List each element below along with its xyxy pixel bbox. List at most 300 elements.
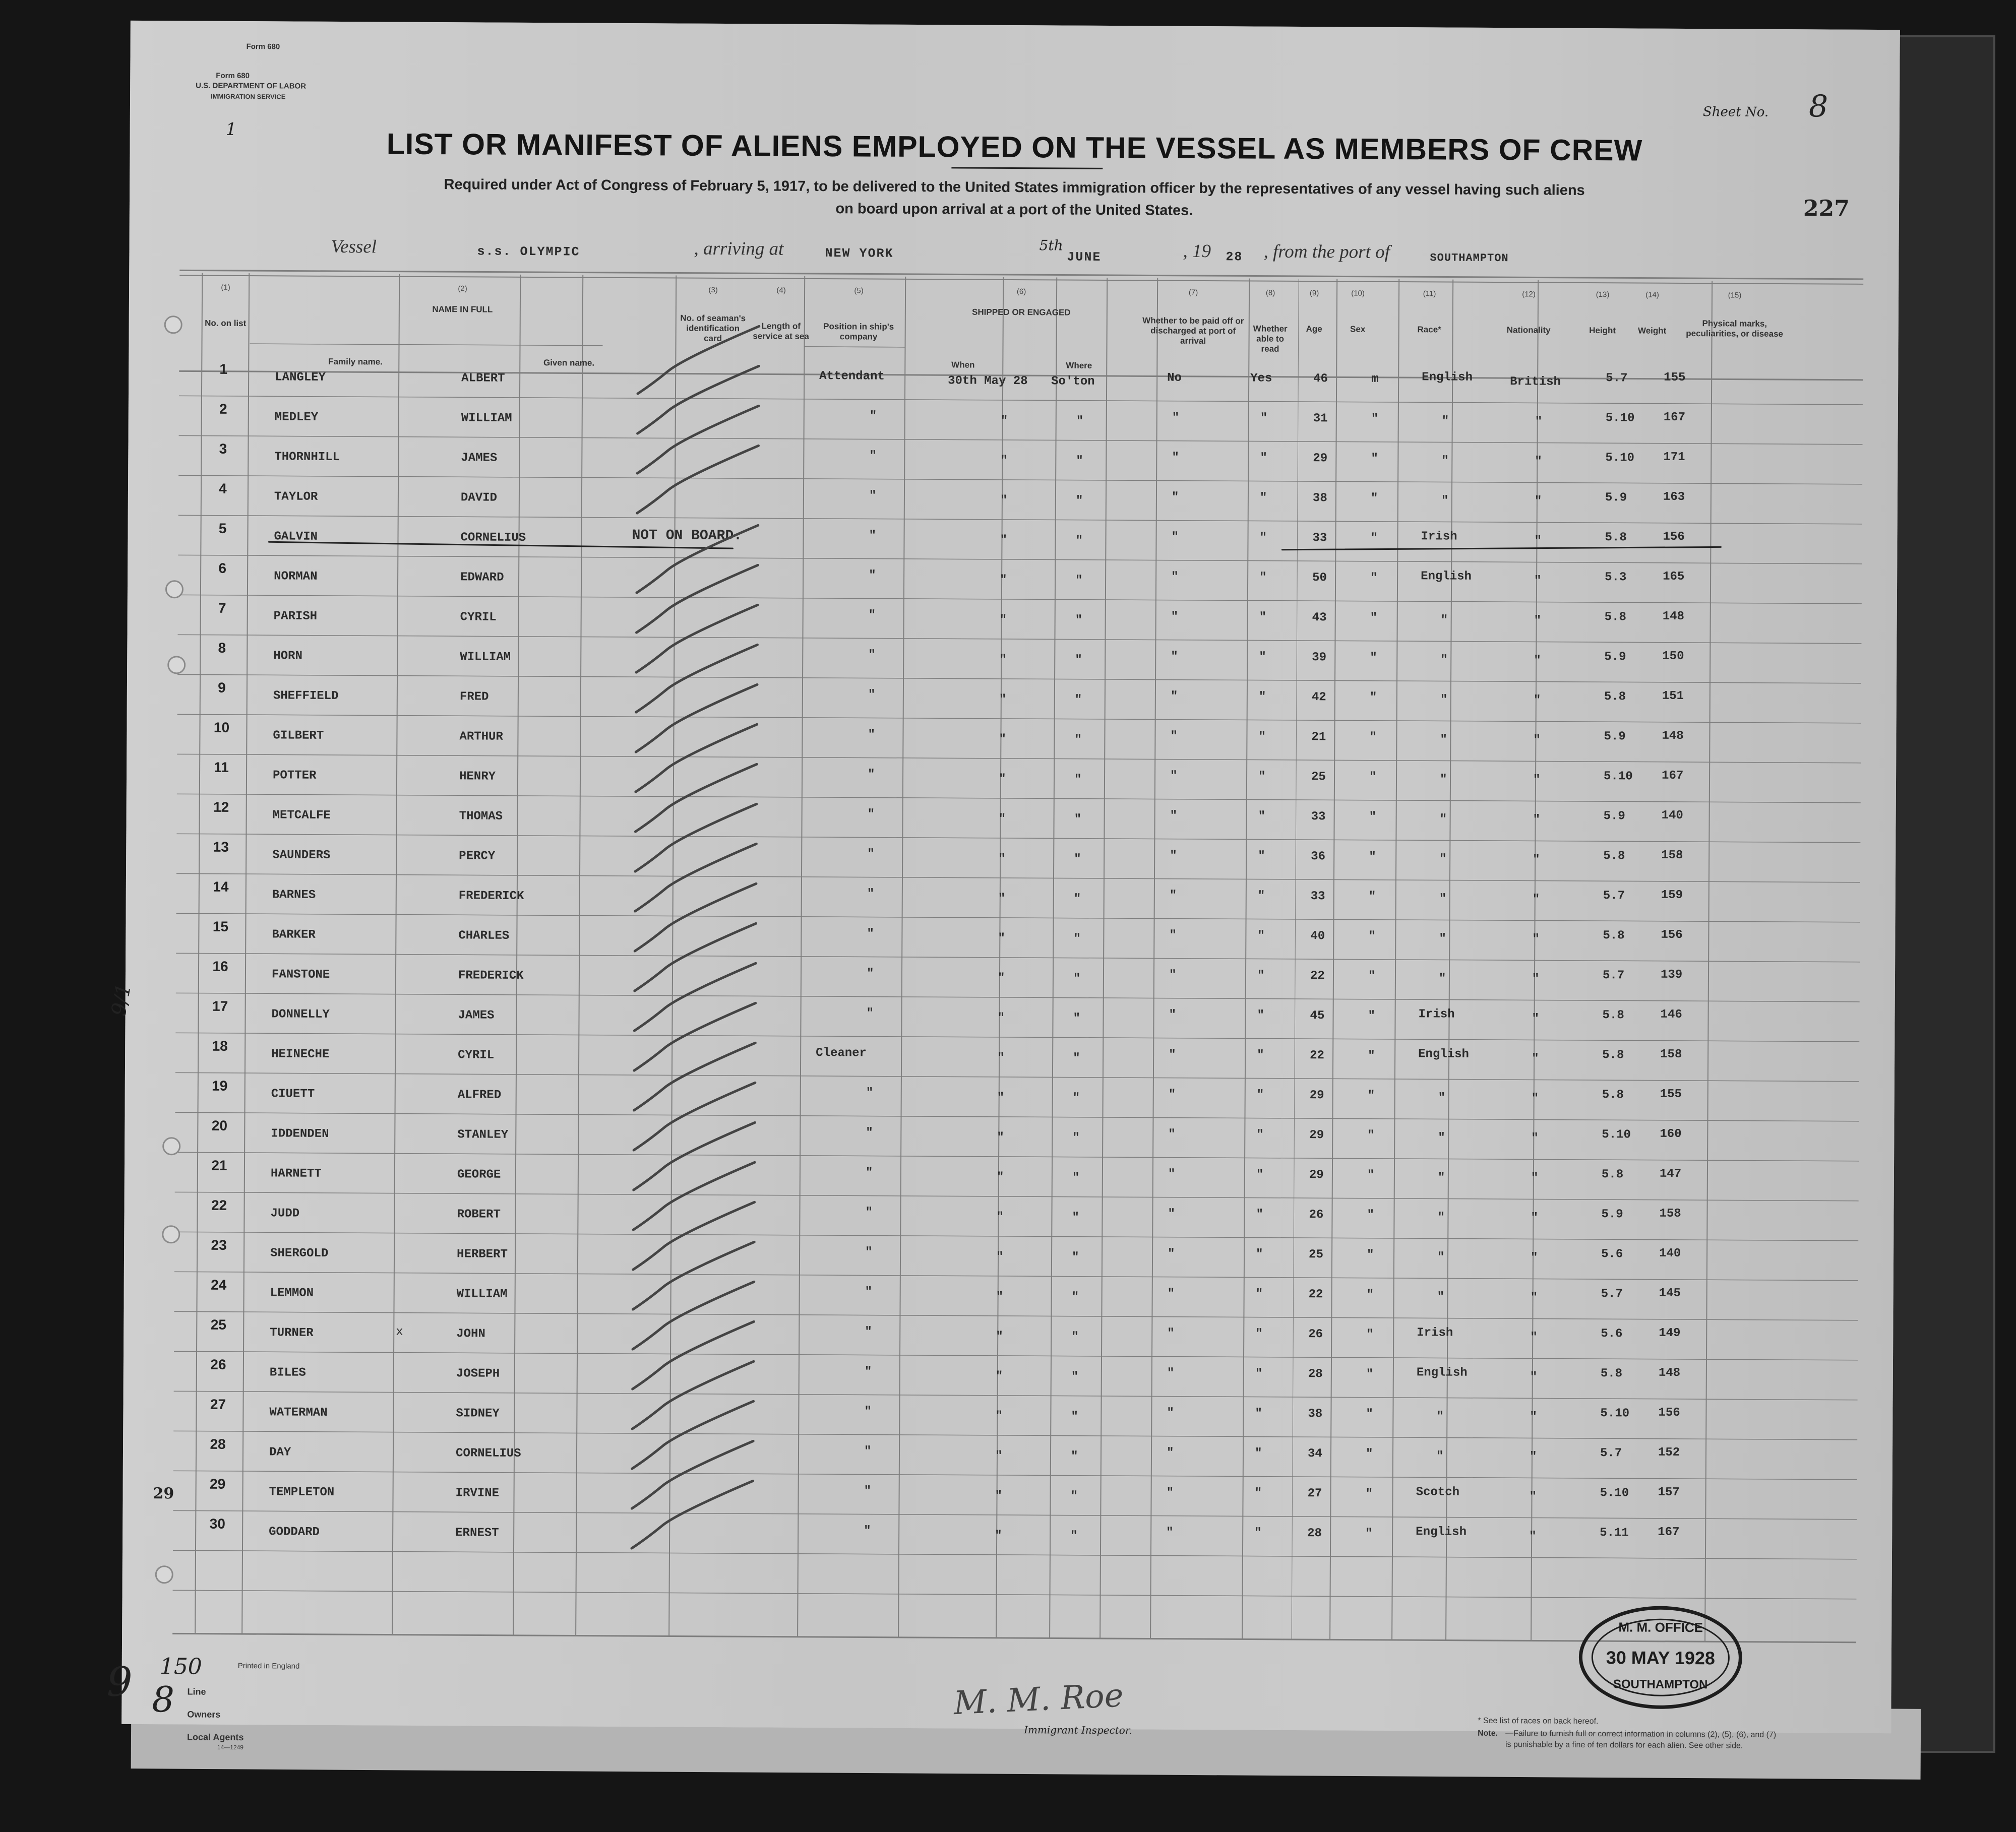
- height: 5.8: [1604, 610, 1627, 624]
- pencil-stroke: [632, 1440, 753, 1509]
- age: 22: [1308, 1288, 1323, 1302]
- height: 5.9: [1604, 730, 1626, 744]
- paid-off: ": [1171, 570, 1179, 584]
- weight: 167: [1658, 1525, 1680, 1539]
- weight: 140: [1659, 1246, 1681, 1260]
- paid-off: ": [1169, 968, 1177, 982]
- position: ": [867, 847, 875, 861]
- shipped-when: ": [997, 1011, 1005, 1025]
- pencil-stroke: [633, 1281, 754, 1350]
- pencil-stroke: [269, 542, 732, 548]
- height: 5.10: [1600, 1486, 1629, 1500]
- weight: 147: [1659, 1167, 1682, 1181]
- age: 26: [1309, 1208, 1324, 1222]
- shipped-when: ": [999, 613, 1007, 627]
- race: ": [1437, 1211, 1445, 1225]
- paid-off: ": [1171, 490, 1179, 504]
- family-name: DAY: [269, 1445, 291, 1460]
- pencil-stroke: [633, 1162, 755, 1230]
- column-number: (13): [1596, 290, 1610, 299]
- height: 5.11: [1600, 1526, 1629, 1540]
- shipped-when: ": [997, 1051, 1005, 1065]
- row-number: 6: [218, 560, 227, 576]
- nationality: ": [1534, 614, 1542, 628]
- family-name: SHERGOLD: [270, 1246, 329, 1260]
- nationality: ": [1531, 1131, 1539, 1146]
- sex: ": [1371, 452, 1378, 466]
- able-to-read: ": [1258, 730, 1266, 744]
- position: ": [867, 807, 875, 822]
- family-name: HORN: [273, 649, 302, 663]
- column-number: (1): [221, 283, 230, 292]
- age: 25: [1311, 770, 1326, 784]
- race: ": [1439, 932, 1446, 946]
- age: 29: [1309, 1168, 1324, 1182]
- arriving-label: , arriving at: [694, 238, 784, 260]
- shipped-when: ": [998, 931, 1005, 945]
- age: 38: [1312, 491, 1327, 506]
- given-name: CYRIL: [460, 610, 497, 624]
- height: 5.8: [1603, 849, 1625, 863]
- able-to-read: ": [1258, 770, 1266, 784]
- sex: ": [1365, 1527, 1373, 1541]
- row-number: 15: [212, 918, 229, 934]
- row-number: 19: [212, 1078, 228, 1094]
- column-header: No. on list: [205, 318, 247, 329]
- column-header: Whether able to read: [1253, 324, 1288, 354]
- family-name: BILES: [269, 1366, 306, 1380]
- paid-off: ": [1167, 1287, 1175, 1301]
- column-header: Sex: [1350, 324, 1366, 334]
- position: ": [869, 489, 877, 503]
- family-name: LEMMON: [270, 1286, 314, 1300]
- sex: ": [1368, 1049, 1375, 1063]
- shipped-when: ": [996, 1210, 1004, 1224]
- shipped-where: ": [1073, 972, 1081, 986]
- paid-off: ": [1171, 650, 1178, 664]
- pencil-stroke: [635, 923, 756, 991]
- sex: ": [1371, 412, 1379, 426]
- nationality: ": [1529, 1490, 1537, 1504]
- given-name: CORNELIUS: [455, 1446, 521, 1461]
- shipped-where: ": [1074, 693, 1082, 707]
- able-to-read: ": [1256, 1208, 1263, 1222]
- given-name: HERBERT: [456, 1247, 508, 1261]
- weight: 155: [1664, 370, 1686, 385]
- family-name: SAUNDERS: [272, 848, 331, 862]
- able-to-read: ": [1256, 1088, 1264, 1102]
- age: 27: [1307, 1487, 1322, 1501]
- shipped-where: ": [1075, 613, 1083, 627]
- able-to-read: ": [1259, 571, 1267, 585]
- height: 5.9: [1605, 491, 1627, 505]
- shipped-when: ": [999, 653, 1007, 667]
- family-name: GILBERT: [273, 729, 324, 743]
- position: ": [865, 1206, 873, 1220]
- column-number: (4): [776, 286, 786, 295]
- arrival-year: 28: [1226, 249, 1243, 265]
- family-name: BARNES: [272, 888, 316, 902]
- pencil-stroke: [635, 883, 756, 952]
- sex: ": [1368, 969, 1376, 983]
- shipped-where: ": [1071, 1370, 1079, 1384]
- height: 5.10: [1605, 411, 1635, 425]
- height: 5.10: [1603, 770, 1633, 784]
- not-on-board-note: NOT ON BOARD.: [632, 528, 743, 544]
- shipped-where: ": [1073, 892, 1081, 906]
- paid-off: ": [1166, 1486, 1174, 1500]
- weight: 159: [1661, 888, 1683, 902]
- race: ": [1437, 1171, 1445, 1185]
- pencil-stroke: [634, 1002, 756, 1071]
- row-number: 10: [213, 719, 230, 735]
- inspector-signature: M. M. Roe: [952, 1677, 1125, 1723]
- column-subheader: Family name.: [328, 356, 383, 367]
- column-number: (14): [1645, 290, 1659, 299]
- family-name: TEMPLETON: [269, 1485, 335, 1499]
- family-name: GALVIN: [274, 530, 318, 544]
- age: 22: [1310, 969, 1325, 983]
- pencil-stroke: [635, 803, 757, 872]
- column-subheader: Given name.: [543, 358, 595, 368]
- shipped-where: ": [1070, 1449, 1078, 1464]
- sex: ": [1366, 1407, 1373, 1421]
- row-number: 4: [219, 480, 227, 496]
- binder-hole: [155, 1565, 173, 1584]
- pencil-stroke: [636, 644, 758, 713]
- nationality: ": [1534, 654, 1541, 668]
- sex: ": [1369, 850, 1376, 864]
- column-header: Position in ship's company: [823, 322, 894, 342]
- able-to-read: ": [1256, 1247, 1263, 1261]
- given-name: WILLIAM: [460, 650, 511, 664]
- shipped-where: ": [1074, 773, 1082, 787]
- given-name: ARTHUR: [459, 730, 503, 744]
- races-note: * See list of races on back hereof.: [1478, 1716, 1599, 1726]
- family-name: LANGLEY: [275, 370, 326, 385]
- row-number: 22: [211, 1197, 227, 1213]
- manifest-title: LIST OR MANIFEST OF ALIENS EMPLOYED ON THE VESSEL AS MEMBERS OF CREW: [386, 127, 1643, 167]
- pencil-stroke: [635, 843, 757, 912]
- age: 28: [1308, 1367, 1323, 1381]
- sex: ": [1369, 810, 1377, 824]
- paid-off: ": [1170, 849, 1177, 863]
- vessel-label: Vessel: [331, 236, 377, 258]
- shipped-where: ": [1071, 1330, 1079, 1344]
- pencil-stroke: [633, 1241, 754, 1310]
- nationality: ": [1530, 1370, 1538, 1384]
- able-to-read: Yes: [1250, 371, 1272, 386]
- weight: 156: [1661, 928, 1683, 942]
- height: 5.8: [1602, 1048, 1624, 1062]
- position: ": [869, 409, 877, 423]
- paid-off: ": [1166, 1446, 1174, 1460]
- family-name: SHEFFIELD: [273, 689, 339, 704]
- given-name: FREDERICK: [458, 889, 524, 903]
- position: ": [866, 1126, 873, 1140]
- pencil-stroke: [637, 525, 758, 593]
- shipped-where: ": [1071, 1290, 1079, 1304]
- sheet-number: 8: [1808, 89, 1828, 124]
- shipped-when: ": [995, 1449, 1003, 1463]
- column-number: (2): [458, 284, 467, 293]
- column-number: (15): [1728, 291, 1742, 300]
- family-name: NORMAN: [274, 570, 318, 584]
- pencil-stroke: [633, 1202, 755, 1270]
- height: 5.9: [1601, 1208, 1623, 1222]
- height: 5.8: [1604, 690, 1626, 704]
- height: 5.7: [1606, 371, 1628, 386]
- able-to-read: ": [1255, 1367, 1263, 1381]
- height: 5.10: [1600, 1407, 1630, 1421]
- able-to-read: ": [1259, 650, 1266, 664]
- age: 31: [1313, 412, 1328, 426]
- column-number: (8): [1265, 288, 1275, 297]
- column-header: Length of service at sea: [753, 321, 809, 341]
- shipped-when: ": [996, 1290, 1004, 1304]
- weight: 156: [1663, 530, 1685, 544]
- corner-mark: 1: [225, 119, 237, 140]
- paid-off: ": [1171, 530, 1179, 544]
- weight: 139: [1660, 968, 1683, 982]
- row-number: 16: [212, 958, 228, 974]
- pencil-stroke: [1282, 545, 1721, 552]
- column-header: Physical marks, peculiarities, or disease: [1686, 319, 1784, 339]
- weight: 152: [1658, 1445, 1680, 1460]
- age: 46: [1313, 372, 1328, 386]
- shipped-where: ": [1072, 1211, 1079, 1225]
- family-name: HARNETT: [270, 1167, 322, 1181]
- family-name: FANSTONE: [271, 968, 330, 982]
- column-header: Age: [1306, 324, 1322, 334]
- column-header: Nationality: [1506, 325, 1551, 335]
- row-number: 5: [218, 520, 227, 536]
- shipped-when: ": [997, 971, 1005, 985]
- nationality: ": [1530, 1331, 1538, 1345]
- form-code: 14—1249: [217, 1743, 244, 1751]
- office-stamp: [1578, 1606, 1742, 1710]
- weight: 148: [1658, 1366, 1681, 1380]
- able-to-read: ": [1260, 451, 1267, 465]
- shipped-when: ": [1000, 573, 1007, 587]
- position: Cleaner: [816, 1046, 867, 1060]
- paid-off: ": [1171, 610, 1179, 624]
- family-name: HEINECHE: [271, 1047, 330, 1061]
- position: ": [869, 529, 877, 543]
- given-name: FRED: [459, 690, 489, 704]
- height: 5.8: [1605, 531, 1627, 545]
- sex: ": [1369, 770, 1377, 784]
- sex: ": [1367, 1168, 1375, 1182]
- position: ": [865, 1325, 872, 1339]
- given-name: WILLIAM: [461, 411, 512, 425]
- column-number: (3): [708, 285, 718, 294]
- weight: 165: [1663, 570, 1685, 584]
- paid-off: ": [1170, 769, 1178, 783]
- family-name: BARKER: [272, 928, 316, 942]
- position: ": [865, 1285, 873, 1299]
- position: ": [868, 608, 876, 622]
- column-subheader: When: [951, 360, 975, 370]
- family-name: DONNELLY: [271, 1007, 330, 1022]
- race: ": [1436, 1410, 1444, 1424]
- paid-off: ": [1169, 1008, 1177, 1022]
- sex: m: [1371, 372, 1379, 386]
- column-number: (10): [1351, 289, 1365, 298]
- binder-hole: [165, 580, 184, 598]
- height: 5.8: [1602, 1088, 1624, 1102]
- row-number: 28: [210, 1436, 226, 1452]
- age: 22: [1310, 1049, 1325, 1063]
- position: ": [868, 688, 876, 702]
- race: ": [1436, 1449, 1444, 1464]
- race: ": [1441, 414, 1449, 428]
- shipped-when: ": [998, 852, 1006, 866]
- height: 5.6: [1601, 1327, 1623, 1341]
- binder-hole: [164, 315, 182, 334]
- nationality: ": [1529, 1450, 1537, 1464]
- given-name: IRVINE: [455, 1486, 500, 1500]
- row-number: 9: [218, 679, 226, 696]
- note-text-2: is punishable by a fine of ten dollars for each alien. See other side.: [1505, 1740, 1743, 1750]
- height: 5.6: [1601, 1247, 1623, 1261]
- pencil-stroke: [634, 1122, 755, 1190]
- pencil-check-marks: [121, 21, 1900, 1733]
- shipped-when: ": [1000, 414, 1008, 428]
- given-name: ROBERT: [457, 1208, 501, 1222]
- able-to-read: ": [1257, 889, 1265, 903]
- weight: 149: [1659, 1326, 1681, 1340]
- sex: ": [1368, 929, 1376, 943]
- sex: ": [1367, 1128, 1375, 1143]
- weight: 171: [1663, 450, 1685, 464]
- nationality: ": [1531, 1211, 1538, 1225]
- nationality: ": [1535, 415, 1543, 429]
- race: ": [1440, 653, 1448, 667]
- weight: 151: [1662, 689, 1684, 703]
- shipped-where: ": [1071, 1250, 1079, 1265]
- row-number: 7: [218, 600, 226, 616]
- nationality: ": [1535, 455, 1542, 469]
- able-to-read: ": [1254, 1526, 1262, 1540]
- sex: ": [1370, 531, 1378, 545]
- sex: ": [1368, 890, 1376, 904]
- nationality: ": [1534, 574, 1542, 588]
- row-number: 30: [209, 1515, 225, 1532]
- able-to-read: ": [1260, 411, 1268, 425]
- column-header: Race*: [1417, 325, 1441, 335]
- sex: ": [1366, 1288, 1374, 1302]
- age: 33: [1312, 531, 1327, 545]
- owners-label: Owners: [187, 1709, 221, 1720]
- row-number: 20: [211, 1117, 228, 1133]
- shipped-where: ": [1074, 852, 1081, 866]
- given-name: ALFRED: [457, 1088, 502, 1102]
- given-name: JOHN: [456, 1327, 485, 1341]
- height: 5.7: [1602, 969, 1625, 983]
- family-name: GODDARD: [269, 1525, 320, 1539]
- shipped-where: ": [1070, 1529, 1078, 1543]
- margin-fraction: 9/1: [107, 981, 136, 1018]
- weight: 148: [1662, 609, 1685, 623]
- pencil-stroke: [637, 564, 758, 633]
- given-name: JOSEPH: [456, 1367, 500, 1381]
- pencil-stroke: [638, 326, 759, 394]
- column-number: (9): [1309, 289, 1319, 298]
- shipped-when: ": [996, 1250, 1004, 1264]
- paid-off: ": [1168, 1247, 1175, 1261]
- race: English: [1416, 1525, 1467, 1539]
- shipped-when: ": [999, 692, 1007, 707]
- pencil-stroke: [636, 604, 758, 673]
- race: Irish: [1421, 530, 1457, 544]
- age: 40: [1310, 929, 1325, 943]
- sex: ": [1370, 571, 1378, 585]
- arrival-port: NEW YORK: [825, 246, 894, 261]
- given-name: CORNELIUS: [460, 531, 526, 545]
- weight: 150: [1662, 649, 1684, 663]
- family-name: WATERMAN: [269, 1406, 328, 1420]
- race: ": [1437, 1250, 1445, 1265]
- race: English: [1422, 370, 1473, 385]
- sex: ": [1366, 1367, 1374, 1381]
- year-prefix: , 19: [1183, 240, 1211, 262]
- paid-off: ": [1170, 729, 1178, 743]
- shipped-when: ": [1000, 454, 1008, 468]
- pencil-stroke: [632, 1480, 753, 1549]
- departure-port: SOUTHAMPTON: [1430, 251, 1509, 265]
- manifest-page: [106, 21, 1900, 1751]
- pencil-stroke: [634, 963, 756, 1031]
- weight: 146: [1660, 1007, 1682, 1022]
- age: 50: [1312, 571, 1327, 585]
- age: 25: [1309, 1248, 1323, 1262]
- nationality: British: [1510, 375, 1561, 389]
- height: 5.3: [1605, 571, 1627, 585]
- given-name: ALBERT: [461, 371, 505, 386]
- age: 38: [1308, 1407, 1323, 1421]
- binder-hole: [162, 1225, 180, 1243]
- age: 36: [1311, 850, 1326, 864]
- age: 29: [1309, 1128, 1324, 1143]
- race: ": [1439, 812, 1447, 827]
- nationality: ": [1533, 773, 1541, 787]
- pencil-stroke: [633, 1321, 754, 1389]
- weight: 160: [1660, 1127, 1682, 1141]
- position: ": [864, 1405, 872, 1419]
- stamp-date: 30 MAY 1928: [1606, 1647, 1716, 1669]
- position: ": [865, 1245, 873, 1259]
- able-to-read: ": [1255, 1287, 1263, 1301]
- pencil-stroke: [634, 1042, 756, 1111]
- weight: 140: [1661, 808, 1683, 823]
- shipped-where: ": [1070, 1489, 1078, 1503]
- age: 42: [1311, 690, 1326, 705]
- shipped-where: So'ton: [1051, 374, 1095, 389]
- sex: ": [1367, 1208, 1374, 1222]
- column-subheader: Where: [1066, 360, 1092, 370]
- weight: 148: [1662, 729, 1684, 743]
- height: 5.9: [1604, 650, 1626, 664]
- race: Scotch: [1416, 1485, 1460, 1499]
- given-name: THOMAS: [459, 809, 503, 824]
- paid-off: ": [1172, 451, 1179, 465]
- age: 29: [1309, 1089, 1324, 1103]
- service: IMMIGRATION SERVICE: [211, 92, 286, 101]
- column-number: (11): [1423, 289, 1436, 298]
- given-name: JAMES: [461, 451, 498, 465]
- given-name: ERNEST: [455, 1526, 499, 1540]
